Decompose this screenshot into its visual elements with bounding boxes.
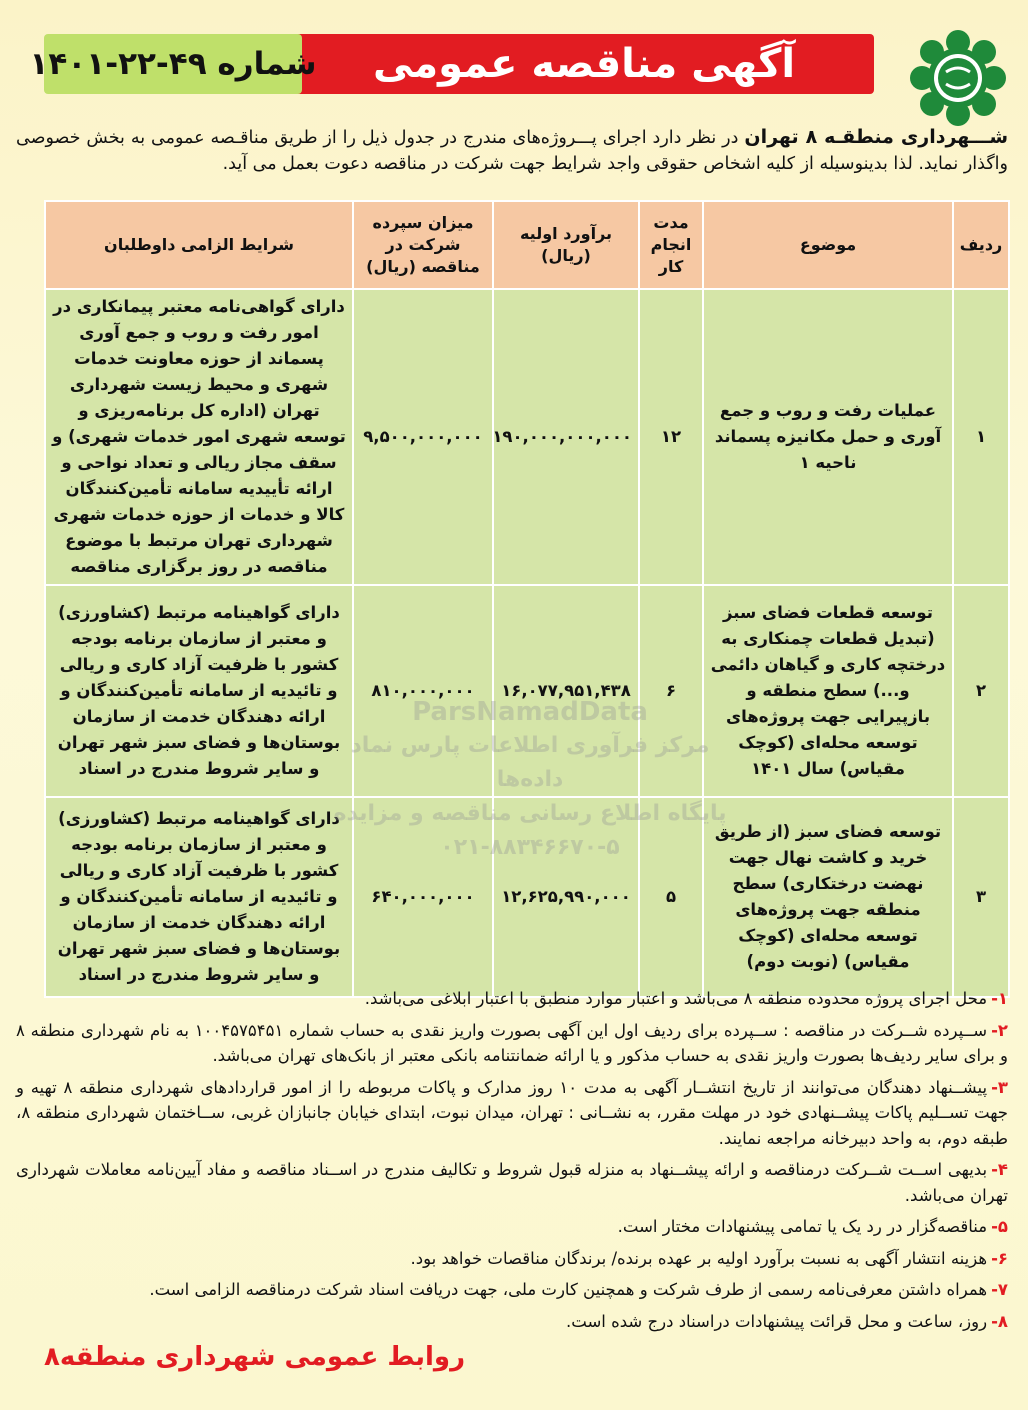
cell-subject: توسعه فضای سبز (از طریق خرید و کاشت نهال جهت نهضت درختکاری) سطح منطقه جهت پروژه‌های توسعه محله‌ای (کوچک مقیاس) (نوبت دوم)	[703, 797, 953, 997]
intro-org: شـــهرداری منطقـه ۸ تهران	[744, 126, 1009, 148]
public-relations-signature: روابط عمومی شهرداری منطقه۸	[44, 1342, 466, 1372]
watermark-en: ParsNamadData	[412, 697, 648, 727]
cell-estimate: ۱۲,۶۲۵,۹۹۰,۰۰۰	[493, 797, 639, 997]
header-subject: موضوع	[703, 201, 953, 289]
list-item	[16, 1277, 1008, 1303]
list-item	[16, 1309, 1008, 1335]
note-text: مناقصه‌گزار در رد یک یا تمامی پیشنهادات مختار است.	[617, 1217, 988, 1236]
cell-deposit: ۸۱۰,۰۰۰,۰۰۰	[353, 585, 493, 797]
header-duration: مدت انجام کار	[639, 201, 703, 289]
table-row	[45, 289, 1009, 585]
cell-duration: ۱۲	[639, 289, 703, 585]
header-row-no: ردیف	[953, 201, 1009, 289]
title-banner	[294, 34, 874, 94]
cell-row-no: ۲	[953, 585, 1009, 797]
note-text: بدیهی اســت شــرکت درمناقصه و ارائه پیشــنهاد به منزله قبول شروط و تکالیف مندرج در اســناد مناقصه و مفاد آیین‌نامه معاملات شهرداری تهران می‌باشد.	[16, 1160, 1008, 1205]
note-number: ۸-	[991, 1311, 1008, 1331]
note-text: همراه داشتن معرفی‌نامه رسمی از طرف شرکت و همچنین کارت ملی، جهت دریافت اسناد شرکت درمناقصه الزامی است.	[149, 1280, 988, 1299]
intro-paragraph	[16, 124, 1008, 177]
tehran-municipality-logo	[908, 28, 1008, 128]
cell-row-no: ۳	[953, 797, 1009, 997]
note-text: هزینه انتشار آگهی به نسبت برآورد اولیه بر عهده برنده/ برندگان مناقصات خواهد بود.	[410, 1248, 988, 1268]
projects-table	[44, 200, 1010, 998]
ad-number: شماره ۴۹-۲۲-۱۴۰۱	[29, 46, 317, 82]
cell-estimate: ۱۶,۰۷۷,۹۵۱,۴۳۸	[493, 585, 639, 797]
cell-subject: عملیات رفت و روب و جمع آوری و حمل مکانیزه پسماند ناحیه ۱	[703, 289, 953, 585]
cell-conditions: دارای گواهی‌نامه معتبر پیمانکاری در امور رفت و روب و جمع آوری پسماند از حوزه معاونت خدمات شهری و محیط زیست شهرداری تهران (اداره کل برنامه‌ریزی و توسعه شهری امور خدمات شهری) و سقف مجاز ریالی و تعداد نواحی و ارائه تأییدیه سامانه تأمین‌کنندگان کالا و خدمات از حوزه خدمات شهری شهرداری تهران مرتبط با موضوع مناقصه در روز برگزاری مناقصه	[45, 289, 353, 585]
note-number: ۳-	[991, 1077, 1008, 1097]
list-item	[16, 986, 1008, 1012]
watermark-line1: مرکز فرآوری اطلاعات پارس نماد داده‌ها	[350, 733, 710, 792]
cell-deposit: ۹,۵۰۰,۰۰۰,۰۰۰	[353, 289, 493, 585]
watermark-phone: ۰۲۱-۸۸۳۴۶۶۷۰-۵	[440, 835, 620, 860]
list-item	[16, 1246, 1008, 1272]
header-deposit: میزان سپرده شرکت در مناقصه (ریال)	[353, 201, 493, 289]
note-number: ۵-	[991, 1217, 1008, 1236]
note-text: محل اجرای پروژه محدوده منطقه ۸ می‌باشد و اعتبار موارد منطبق با اعتبار ابلاغی می‌باشد.	[364, 989, 988, 1008]
note-text: پیشــنهاد دهندگان می‌توانند از تاریخ انتشــار آگهی به مدت ۱۰ روز مدارک و پاکات مربوطه را از امور قراردادهای شهرداری منطقه ۸ تهیه و جهت تســلیم پاکات پیشــنهادی خود در مهلت مقرر، به نشــانی : تهران، میدان نبوت، ابتدای خیابان جانبازان غربی، ســاختمان شهرداری منطقه ۸، طبقه دوم، به واحد دبیرخانه مراجعه نمایند.	[16, 1077, 1008, 1148]
note-number: ۴-	[991, 1160, 1008, 1179]
cell-conditions: دارای گواهینامه مرتبط (کشاورزی) و معتبر از سازمان برنامه بودجه کشور با ظرفیت آزاد کاری و ریالی و تائیدیه از سامانه تأمین‌کنندگان و ارائه دهندگان خدمت از سازمان بوستان‌ها و فضای سبز شهر تهران و سایر شروط مندرج در اسناد	[45, 797, 353, 997]
cell-duration: ۶	[639, 585, 703, 797]
notes-list	[16, 986, 1008, 1340]
cell-deposit: ۶۴۰,۰۰۰,۰۰۰	[353, 797, 493, 997]
list-item	[16, 1018, 1008, 1069]
table-row	[45, 585, 1009, 797]
header-estimate: برآورد اولیه (ریال)	[493, 201, 639, 289]
intro-text: در نظر دارد اجرای پـــروژه‌های مندرج در جدول ذیل را از طریق مناقـصه عمومی به بخش خصوصی واگذار نماید. لذا بدینوسیله از کلیه اشخاص حقوقی واجد شرایط جهت شرکت در مناقصه دعوت بعمل می آید.	[16, 128, 1008, 174]
note-text: روز، ساعت و محل قرائت پیشنهادات دراسناد درج شده است.	[566, 1311, 988, 1331]
ad-header	[29, 28, 874, 98]
cell-row-no: ۱	[953, 289, 1009, 585]
note-number: ۱-	[991, 989, 1008, 1008]
header-conditions: شرایط الزامی داوطلبان	[45, 201, 353, 289]
cell-subject: توسعه قطعات فضای سبز (تبدیل قطعات چمنکاری به درختچه کاری و گیاهان دائمی و...) سطح منطقه و بازپیرایی جهت پروژه‌های توسعه محله‌ای (کوچک مقیاس) سال ۱۴۰۱	[703, 585, 953, 797]
number-banner	[29, 34, 317, 94]
list-item	[16, 1214, 1008, 1240]
note-text: ســپرده شــرکت در مناقصه : ســپرده برای ردیف اول این آگهی بصورت واریز نقدی به حساب شماره ۱۰۰۴۵۷۵۴۵۱ به نام شهرداری منطقه ۸ و برای سایر ردیف‌ها بصورت واریز نقدی به حساب مذکور و یا ارائه ضمانتنامه بانکی معتبر از بانک‌های تهران می‌باشد.	[16, 1020, 1008, 1065]
note-number: ۶-	[991, 1248, 1008, 1268]
note-number: ۷-	[991, 1280, 1008, 1299]
cell-conditions: دارای گواهینامه مرتبط (کشاورزی) و معتبر از سازمان برنامه بودجه کشور با ظرفیت آزاد کاری و ریالی و تائیدیه از سامانه تأمین‌کنندگان و ارائه دهندگان خدمت از سازمان بوستان‌ها و فضای سبز شهر تهران و سایر شروط مندرج در اسناد	[45, 585, 353, 797]
note-number: ۲-	[991, 1020, 1008, 1040]
cell-estimate: ۱۹۰,۰۰۰,۰۰۰,۰۰۰	[493, 289, 639, 585]
list-item	[16, 1075, 1008, 1152]
ad-title: آگهی مناقصه عمومی	[372, 41, 796, 87]
cell-duration: ۵	[639, 797, 703, 997]
list-item	[16, 1157, 1008, 1208]
table-row	[45, 797, 1009, 997]
table-header-row	[45, 201, 1009, 289]
watermark-line2: پایگاه اطلاع رسانی مناقصه و مزایده	[333, 801, 727, 826]
